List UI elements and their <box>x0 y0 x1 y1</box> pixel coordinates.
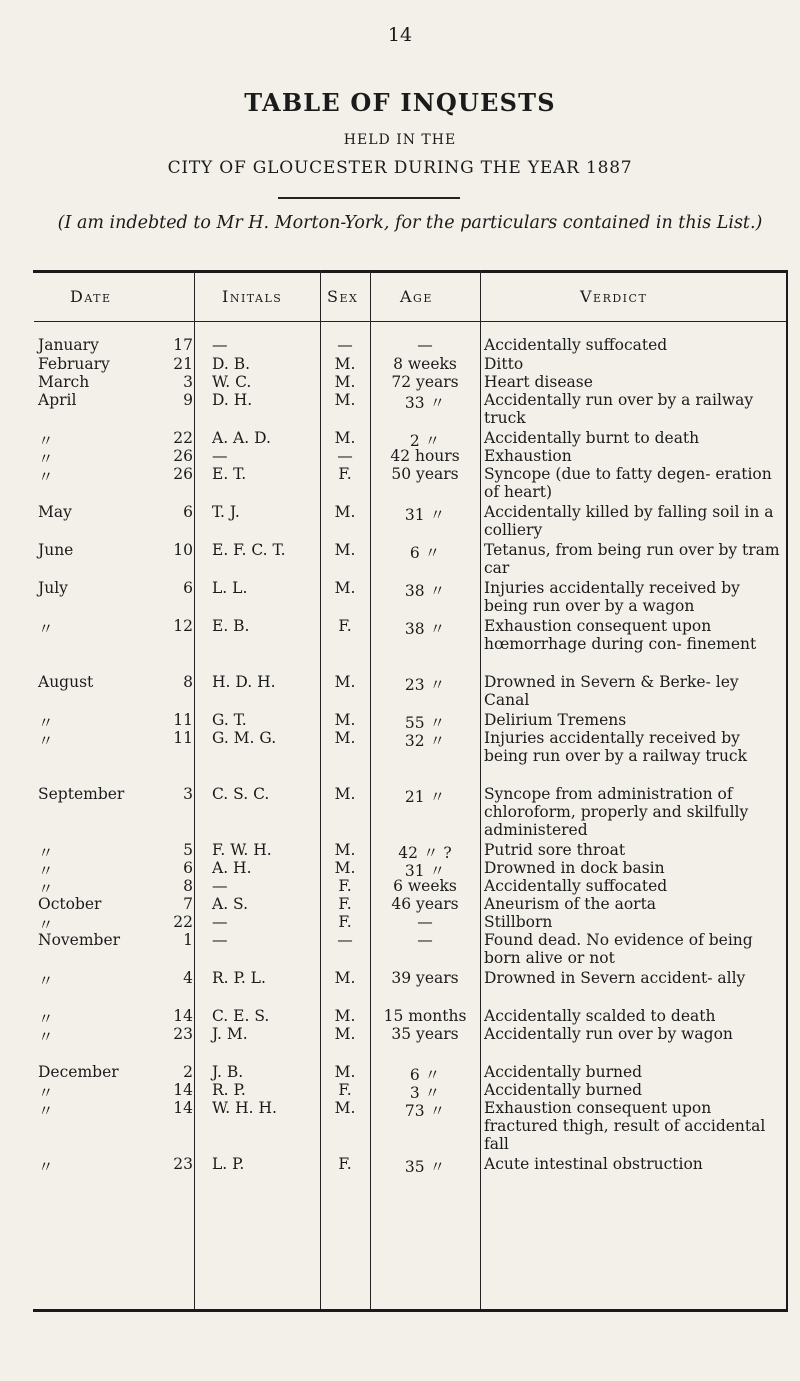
initials-cell: — <box>212 913 228 931</box>
page-number: 14 <box>387 24 413 46</box>
initials-cell: L. L. <box>212 579 248 597</box>
day: 8 <box>183 877 193 895</box>
age-cell: 46 years <box>391 895 459 913</box>
day: 3 <box>183 785 193 803</box>
initials-cell: R. P. <box>212 1081 246 1099</box>
age-cell: 6 〃 <box>409 544 441 562</box>
sex-cell: F. <box>338 1155 352 1173</box>
initials-cell: A. A. D. <box>212 429 271 447</box>
sex-cell: M. <box>334 541 356 559</box>
month: May <box>38 503 72 521</box>
age-cell: 8 weeks <box>393 355 457 373</box>
initials-cell: E. T. <box>212 465 247 483</box>
initials-cell: E. B. <box>212 617 250 635</box>
age-cell: 72 years <box>391 373 459 391</box>
initials-cell: C. S. C. <box>212 785 270 803</box>
age-cell: 23 〃 <box>404 676 446 694</box>
month: 〃 <box>38 1084 54 1102</box>
sex-cell: — <box>337 336 353 354</box>
age-cell: 42 〃 ? <box>398 844 452 862</box>
verdict-cell: Delirium Tremens <box>484 711 627 729</box>
month: 〃 <box>38 732 54 750</box>
initials-cell: T. J. <box>212 503 240 521</box>
age-cell: 33 〃 <box>404 394 446 412</box>
month: 〃 <box>38 620 54 638</box>
verdict-cell: Stillborn <box>484 913 553 931</box>
verdict-cell: Exhaustion consequent upon hœmorrhage during con- finement <box>484 617 757 653</box>
age-cell: 21 〃 <box>404 788 446 806</box>
title-divider <box>278 197 460 199</box>
day: 11 <box>173 729 193 747</box>
sex-cell: F. <box>338 895 352 913</box>
month: 〃 <box>38 1158 54 1176</box>
page-title: TABLE OF INQUESTS <box>244 88 556 117</box>
sex-cell: M. <box>334 841 356 859</box>
subtitle-held: HELD IN THE <box>343 132 457 148</box>
month: 〃 <box>38 972 54 990</box>
header-age: Age <box>400 287 433 306</box>
initials-cell: F. W. H. <box>212 841 272 859</box>
age-cell: 6 〃 <box>409 1066 441 1084</box>
day: 22 <box>173 913 193 931</box>
month: April <box>38 391 77 409</box>
sex-cell: M. <box>334 503 356 521</box>
month: 〃 <box>38 1028 54 1046</box>
sex-cell: M. <box>334 391 356 409</box>
day: 14 <box>173 1099 193 1117</box>
day: 23 <box>173 1155 193 1173</box>
header-date: Date <box>70 287 112 306</box>
age-cell: 35 years <box>391 1025 459 1043</box>
day: 17 <box>173 336 193 354</box>
verdict-cell: Drowned in Severn accident- ally <box>484 969 746 987</box>
sex-cell: F. <box>338 1081 352 1099</box>
month: 〃 <box>38 432 54 450</box>
sex-cell: F. <box>338 877 352 895</box>
age-cell: 2 〃 <box>409 432 441 450</box>
month: June <box>38 541 74 559</box>
day: 22 <box>173 429 193 447</box>
sex-cell: F. <box>338 617 352 635</box>
age-cell: 3 〃 <box>409 1084 441 1102</box>
month: September <box>38 785 125 803</box>
initials-cell: A. H. <box>212 859 252 877</box>
header-initials: Initals <box>222 287 283 306</box>
verdict-cell: Ditto <box>484 355 524 373</box>
month: October <box>38 895 102 913</box>
initials-cell: — <box>212 931 228 949</box>
month: 〃 <box>38 880 54 898</box>
day: 8 <box>183 673 193 691</box>
age-cell: 73 〃 <box>404 1102 446 1120</box>
verdict-cell: Injuries accidentally received by being run over by a wagon <box>484 579 740 615</box>
age-cell: 42 hours <box>390 447 460 465</box>
day: 6 <box>183 503 193 521</box>
verdict-cell: Putrid sore throat <box>484 841 626 859</box>
acknowledgement-note: (I am indebted to Mr H. Morton-York, for the particulars contained in this List.) <box>57 213 763 233</box>
day: 7 <box>183 895 193 913</box>
header-verdict: Verdict <box>580 287 648 306</box>
day: 23 <box>173 1025 193 1043</box>
month: 〃 <box>38 862 54 880</box>
verdict-cell: Accidentally suffocated <box>484 877 668 895</box>
sex-cell: M. <box>334 859 356 877</box>
age-cell: 6 weeks <box>393 877 457 895</box>
age-cell: 32 〃 <box>404 732 446 750</box>
sex-cell: M. <box>334 729 356 747</box>
initials-cell: C. E. S. <box>212 1007 270 1025</box>
age-cell: 38 〃 <box>404 620 446 638</box>
month: 〃 <box>38 1102 54 1120</box>
day: 6 <box>183 859 193 877</box>
initials-cell: G. T. <box>212 711 247 729</box>
day: 11 <box>173 711 193 729</box>
verdict-cell: Syncope (due to fatty degen- eration of heart) <box>484 465 772 501</box>
sex-cell: M. <box>334 1025 356 1043</box>
verdict-cell: Exhaustion consequent upon fractured thigh, result of accidental fall <box>484 1099 766 1153</box>
column-divider <box>194 270 195 1309</box>
verdict-cell: Drowned in Severn & Berke- ley Canal <box>484 673 739 709</box>
month: July <box>38 579 68 597</box>
day: 5 <box>183 841 193 859</box>
initials-cell: — <box>212 877 228 895</box>
verdict-cell: Accidentally killed by falling soil in a colliery <box>484 503 774 539</box>
month: January <box>38 336 99 354</box>
header-rule <box>34 321 786 322</box>
month: December <box>38 1063 119 1081</box>
verdict-cell: Tetanus, from being run over by tram car <box>484 541 780 577</box>
age-cell: — <box>417 913 433 931</box>
initials-cell: D. B. <box>212 355 251 373</box>
month: February <box>38 355 110 373</box>
month: 〃 <box>38 468 54 486</box>
sex-cell: M. <box>334 969 356 987</box>
day: 9 <box>183 391 193 409</box>
sex-cell: — <box>337 931 353 949</box>
day: 12 <box>173 617 193 635</box>
verdict-cell: Drowned in dock basin <box>484 859 665 877</box>
verdict-cell: Aneurism of the aorta <box>484 895 657 913</box>
sex-cell: M. <box>334 429 356 447</box>
month: March <box>38 373 90 391</box>
sex-cell: M. <box>334 785 356 803</box>
day: 21 <box>173 355 193 373</box>
age-cell: 31 〃 <box>404 506 446 524</box>
verdict-cell: Heart disease <box>484 373 593 391</box>
sex-cell: F. <box>338 913 352 931</box>
sex-cell: M. <box>334 579 356 597</box>
age-cell: 38 〃 <box>404 582 446 600</box>
day: 14 <box>173 1007 193 1025</box>
day: 4 <box>183 969 193 987</box>
initials-cell: E. F. C. T. <box>212 541 286 559</box>
subtitle-city: CITY OF GLOUCESTER DURING THE YEAR 1887 <box>167 158 633 178</box>
verdict-cell: Accidentally burned <box>484 1063 643 1081</box>
sex-cell: F. <box>338 465 352 483</box>
month: 〃 <box>38 450 54 468</box>
age-cell: 55 〃 <box>404 714 446 732</box>
age-cell: — <box>417 931 433 949</box>
initials-cell: — <box>212 447 228 465</box>
initials-cell: J. B. <box>212 1063 244 1081</box>
day: 14 <box>173 1081 193 1099</box>
age-cell: 31 〃 <box>404 862 446 880</box>
age-cell: — <box>417 336 433 354</box>
sex-cell: M. <box>334 1007 356 1025</box>
column-divider <box>480 270 481 1309</box>
month: November <box>38 931 121 949</box>
day: 10 <box>173 541 193 559</box>
initials-cell: J. M. <box>212 1025 248 1043</box>
verdict-cell: Syncope from administration of chloroform, properly and skilfully administered <box>484 785 749 839</box>
verdict-cell: Injuries accidentally received by being run over by a railway truck <box>484 729 748 765</box>
month: 〃 <box>38 916 54 934</box>
sex-cell: M. <box>334 373 356 391</box>
age-cell: 50 years <box>391 465 459 483</box>
month: 〃 <box>38 1010 54 1028</box>
initials-cell: R. P. L. <box>212 969 266 987</box>
header-sex: Sex <box>327 287 359 306</box>
verdict-cell: Exhaustion <box>484 447 572 465</box>
initials-cell: W. C. <box>212 373 252 391</box>
initials-cell: W. H. H. <box>212 1099 277 1117</box>
age-cell: 15 months <box>383 1007 467 1025</box>
age-cell: 35 〃 <box>404 1158 446 1176</box>
initials-cell: G. M. G. <box>212 729 277 747</box>
initials-cell: D. H. <box>212 391 253 409</box>
verdict-cell: Acute intestinal obstruction <box>484 1155 703 1173</box>
day: 3 <box>183 373 193 391</box>
verdict-cell: Accidentally run over by wagon <box>484 1025 733 1043</box>
initials-cell: H. D. H. <box>212 673 276 691</box>
verdict-cell: Accidentally burnt to death <box>484 429 700 447</box>
sex-cell: M. <box>334 1063 356 1081</box>
day: 1 <box>183 931 193 949</box>
sex-cell: M. <box>334 1099 356 1117</box>
month: 〃 <box>38 844 54 862</box>
verdict-cell: Found dead. No evidence of being born alive or not <box>484 931 753 967</box>
sex-cell: M. <box>334 673 356 691</box>
sex-cell: M. <box>334 711 356 729</box>
initials-cell: L. P. <box>212 1155 245 1173</box>
verdict-cell: Accidentally run over by a railway truck <box>484 391 754 427</box>
day: 2 <box>183 1063 193 1081</box>
month: 〃 <box>38 714 54 732</box>
sex-cell: — <box>337 447 353 465</box>
initials-cell: — <box>212 336 228 354</box>
verdict-cell: Accidentally scalded to death <box>484 1007 716 1025</box>
age-cell: 39 years <box>391 969 459 987</box>
sex-cell: M. <box>334 355 356 373</box>
month: August <box>38 673 94 691</box>
verdict-cell: Accidentally burned <box>484 1081 643 1099</box>
initials-cell: A. S. <box>212 895 249 913</box>
day: 26 <box>173 447 193 465</box>
day: 26 <box>173 465 193 483</box>
day: 6 <box>183 579 193 597</box>
verdict-cell: Accidentally suffocated <box>484 336 668 354</box>
